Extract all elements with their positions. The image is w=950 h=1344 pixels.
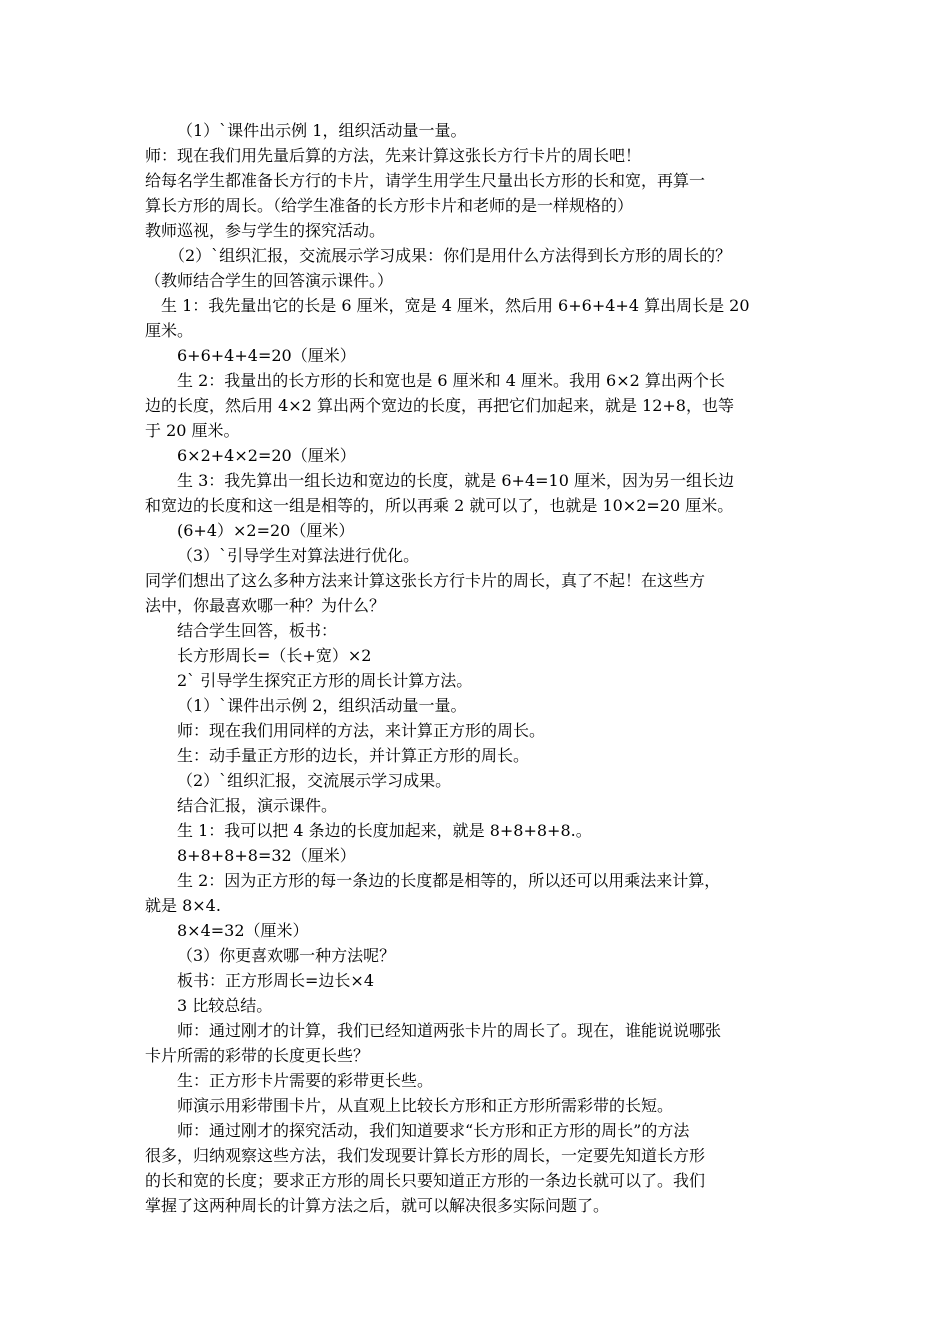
- text-line: 就是 8×4.: [145, 896, 221, 915]
- text-line: 师：现在我们用同样的方法，来计算正方形的周长。: [177, 721, 546, 740]
- text-line: 算长方形的周长。（给学生准备的长方形卡片和老师的是一样规格的）: [145, 196, 634, 215]
- text-line: 师演示用彩带围卡片，从直观上比较长方形和正方形所需彩带的长短。: [177, 1096, 674, 1115]
- text-line: 结合学生回答，板书：: [177, 621, 338, 640]
- text-line: （1）`课件出示例 1，组织活动量一量。: [177, 121, 467, 140]
- text-line: 3 比较总结。: [177, 996, 273, 1015]
- text-line: 边的长度，然后用 4×2 算出两个宽边的长度，再把它们加起来，就是 12+8，也等: [145, 396, 734, 415]
- text-line: 同学们想出了这么多种方法来计算这张长方行卡片的周长，真了不起！在这些方: [145, 571, 706, 590]
- text-line: 2` 引导学生探究正方形的周长计算方法。: [177, 671, 473, 690]
- text-line: 长方形周长=（长+宽）×2: [177, 646, 372, 665]
- text-line: 8×4=32（厘米）: [177, 921, 309, 940]
- text-line: 很多，归纳观察这些方法，我们发现要计算长方形的周长，一定要先知道长方形: [145, 1146, 706, 1165]
- text-line: 板书：正方形周长=边长×4: [177, 971, 374, 990]
- text-line: 8+8+8+8=32（厘米）: [177, 846, 356, 865]
- text-line: 师：通过刚才的探究活动，我们知道要求“长方形和正方形的周长”的方法: [177, 1121, 690, 1140]
- text-line: （1）`课件出示例 2，组织活动量一量。: [177, 696, 467, 715]
- text-line: 生 2：我量出的长方形的长和宽也是 6 厘米和 4 厘米。我用 6×2 算出两个长: [177, 371, 725, 390]
- text-line: 掌握了这两种周长的计算方法之后，就可以解决很多实际问题了。: [145, 1196, 610, 1215]
- text-line: 卡片所需的彩带的长度更长些？: [145, 1046, 370, 1065]
- text-line: (6+4）×2=20（厘米）: [177, 521, 355, 540]
- text-line: 6+6+4+4=20（厘米）: [177, 346, 356, 365]
- text-line: （3）你更喜欢哪一种方法呢？: [177, 946, 396, 965]
- text-line: 的长和宽的长度；要求正方形的周长只要知道正方形的一条边长就可以了。我们: [145, 1171, 706, 1190]
- text-line: （教师结合学生的回答演示课件。）: [145, 271, 394, 290]
- text-line: 给每名学生都准备长方行的卡片，请学生用学生尺量出长方形的长和宽，再算一: [145, 171, 706, 190]
- text-line: （2）`组织汇报，交流展示学习成果。: [177, 771, 452, 790]
- text-line: 生 3：我先算出一组长边和宽边的长度，就是 6+4=10 厘米，因为另一组长边: [177, 471, 734, 490]
- document-body: [145, 118, 815, 1218]
- text-line: 生 1：我先量出它的长是 6 厘米，宽是 4 厘米，然后用 6+6+4+4 算出周长是 20: [161, 296, 750, 315]
- text-line: 教师巡视，参与学生的探究活动。: [145, 221, 386, 240]
- text-line: 生：正方形卡片需要的彩带更长些。: [177, 1071, 434, 1090]
- text-line: 师：现在我们用先量后算的方法，先来计算这张长方行卡片的周长吧！: [145, 146, 642, 165]
- text-line: 6×2+4×2=20（厘米）: [177, 446, 356, 465]
- text-line: 法中，你最喜欢哪一种？为什么？: [145, 596, 386, 615]
- text-line: 于 20 厘米。: [145, 421, 240, 440]
- text-line: （2）`组织汇报，交流展示学习成果：你们是用什么方法得到长方形的周长的？: [169, 246, 732, 265]
- text-line: 生：动手量正方形的边长，并计算正方形的周长。: [177, 746, 530, 765]
- text-line: 厘米。: [145, 321, 194, 340]
- text-line: 结合汇报，演示课件。: [177, 796, 338, 815]
- text-line: 师：通过刚才的计算，我们已经知道两张卡片的周长了。现在，谁能说说哪张: [177, 1021, 722, 1040]
- text-line: 生 1：我可以把 4 条边的长度加起来，就是 8+8+8+8.。: [177, 821, 592, 840]
- text-line: 生 2：因为正方形的每一条边的长度都是相等的，所以还可以用乘法来计算，: [177, 871, 721, 890]
- text-line: 和宽边的长度和这一组是相等的，所以再乘 2 就可以了，也就是 10×2=20 厘米。: [145, 496, 734, 515]
- text-line: （3）`引导学生对算法进行优化。: [177, 546, 420, 565]
